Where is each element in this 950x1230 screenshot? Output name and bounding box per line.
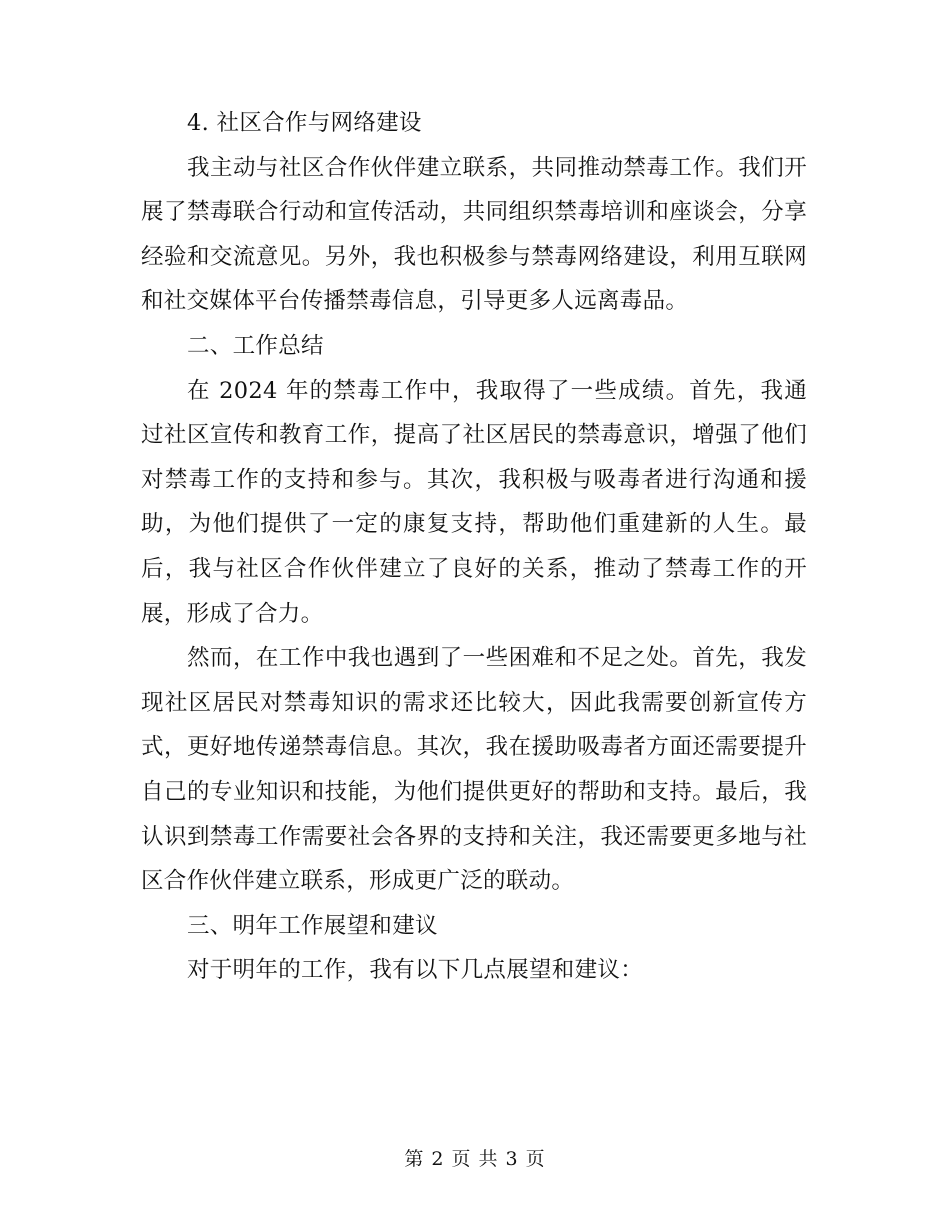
section-heading-next-year-outlook: 三、明年工作展望和建议 [187,912,438,939]
paragraph-community-cooperation: 我主动与社区合作伙伴建立联系，共同推动禁毒工作。我们开展了禁毒联合行动和宣传活动，共同组织禁毒培训和座谈会，分享经验和交流意见。另外，我也积极参与禁毒网络建设，利用互联网和社交媒体平台传播禁毒信息，引导更多人远离毒品。 [141,154,807,315]
section-heading-work-summary: 二、工作总结 [187,332,324,359]
paragraph-shortcomings: 然而，在工作中我也遇到了一些困难和不足之处。首先，我发现社区居民对禁毒知识的需求还比较大，因此我需要创新宣传方式，更好地传递禁毒信息。其次，我在援助吸毒者方面还需要提升自己的专业知识和技能，为他们提供更好的帮助和支持。最后，我认识到禁毒工作需要社会各界的支持和关注，我还需要更多地与社区合作伙伴建立联系，形成更广泛的联动。 [141,645,807,895]
paragraph-outlook-intro: 对于明年的工作，我有以下几点展望和建议： [187,957,644,984]
paragraph-achievements: 在 2024 年的禁毒工作中，我取得了一些成绩。首先，我通过社区宣传和教育工作，提高了社区居民的禁毒意识，增强了他们对禁毒工作的支持和参与。其次，我积极与吸毒者进行沟通和援助，为他们提供了一定的康复支持，帮助他们重建新的人生。最后，我与社区合作伙伴建立了良好的关系，推动了禁毒工作的开展，形成了合力。 [141,377,807,627]
section-heading-community-cooperation: 4. 社区合作与网络建设 [187,110,422,136]
document-body [141,101,807,993]
page-number-footer: 第 2 页 共 3 页 [404,1148,546,1170]
